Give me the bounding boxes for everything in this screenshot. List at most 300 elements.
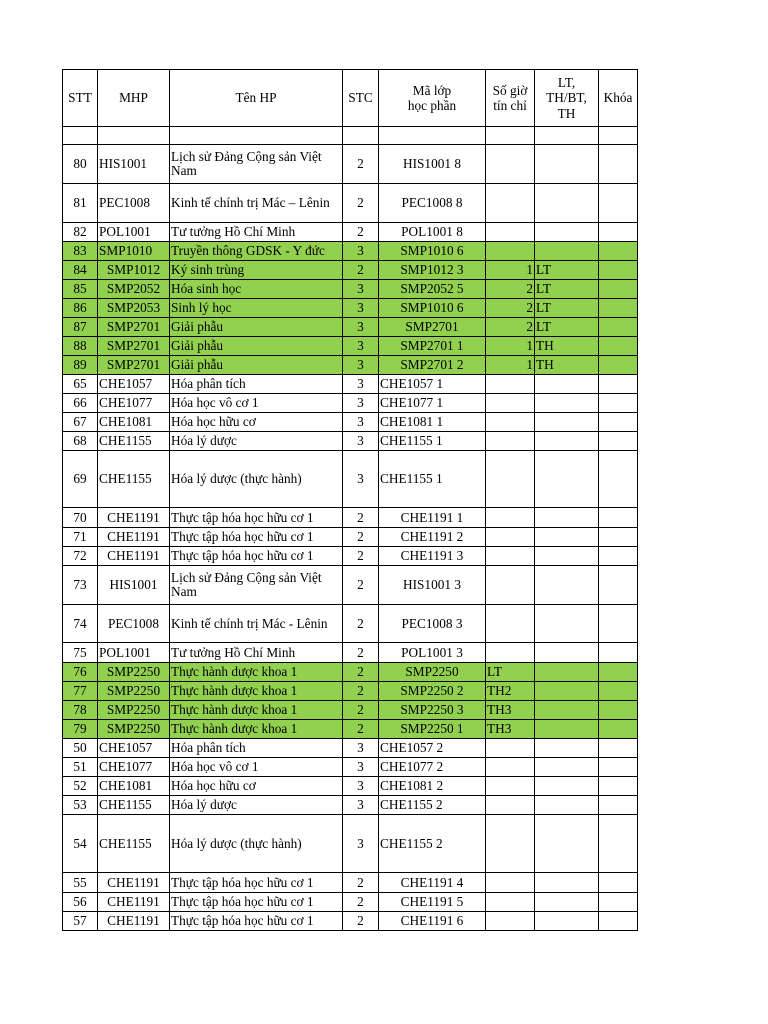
cell-stc: 2 (343, 566, 379, 605)
cell-stc: 3 (343, 394, 379, 413)
cell-stc: 3 (343, 796, 379, 815)
cell-stt: 80 (63, 145, 98, 184)
cell-stt: 75 (63, 643, 98, 663)
cell-mhp: SMP2701 (98, 318, 170, 337)
header-khoa: Khóa (599, 70, 638, 127)
cell-ten-hp: Hóa lý dược (170, 796, 343, 815)
table-row (63, 413, 638, 432)
cell-ma-lop: CHE1077 2 (379, 758, 486, 777)
cell-ma-lop: HIS1001 8 (379, 145, 486, 184)
cell-lt-th (535, 184, 599, 223)
cell-lt-th (535, 796, 599, 815)
cell-lt-th (535, 682, 599, 701)
table-row (63, 223, 638, 242)
cell-mhp: CHE1155 (98, 815, 170, 873)
cell-khoa (599, 242, 638, 261)
cell-ma-lop: CHE1155 1 (379, 451, 486, 508)
cell-so-gio: TH3 (486, 701, 535, 720)
cell-lt-th (535, 413, 599, 432)
cell-stc: 3 (343, 777, 379, 796)
cell-ten-hp: Hóa học vô cơ 1 (170, 758, 343, 777)
cell-stc: 2 (343, 643, 379, 663)
table-row (63, 145, 638, 184)
cell-khoa (599, 796, 638, 815)
cell-so-gio (486, 566, 535, 605)
cell-khoa (599, 127, 638, 145)
table-row (63, 682, 638, 701)
cell-stt: 70 (63, 508, 98, 528)
cell-ma-lop: POL1001 3 (379, 643, 486, 663)
cell-so-gio: TH3 (486, 720, 535, 739)
cell-so-gio (486, 413, 535, 432)
cell-ma-lop: CHE1191 3 (379, 547, 486, 566)
table-row (63, 893, 638, 912)
table-row (63, 796, 638, 815)
cell-khoa (599, 605, 638, 643)
cell-lt-th (535, 815, 599, 873)
cell-stc: 3 (343, 242, 379, 261)
cell-mhp: HIS1001 (98, 145, 170, 184)
cell-stt: 73 (63, 566, 98, 605)
cell-mhp: CHE1057 (98, 375, 170, 394)
cell-ten-hp: Ký sinh trùng (170, 261, 343, 280)
cell-ten-hp: Thực tập hóa học hữu cơ 1 (170, 508, 343, 528)
cell-so-gio (486, 528, 535, 547)
cell-so-gio (486, 127, 535, 145)
cell-so-gio (486, 605, 535, 643)
cell-stc: 3 (343, 280, 379, 299)
table-row (63, 912, 638, 931)
cell-ma-lop: CHE1077 1 (379, 394, 486, 413)
cell-ma-lop: CHE1191 5 (379, 893, 486, 912)
cell-stt: 71 (63, 528, 98, 547)
table-row (63, 280, 638, 299)
cell-ten-hp: Sinh lý học (170, 299, 343, 318)
table-row (63, 547, 638, 566)
cell-ten-hp: Hóa lý dược (thực hành) (170, 451, 343, 508)
table-row (63, 299, 638, 318)
table-row (63, 451, 638, 508)
header-stc: STC (343, 70, 379, 127)
cell-ten-hp: Hóa lý dược (170, 432, 343, 451)
cell-so-gio (486, 242, 535, 261)
cell-lt-th (535, 739, 599, 758)
cell-khoa (599, 451, 638, 508)
cell-so-gio (486, 912, 535, 931)
cell-ten-hp: Hóa lý dược (thực hành) (170, 815, 343, 873)
table-row (63, 758, 638, 777)
cell-so-gio: 2 (486, 318, 535, 337)
cell-lt-th: TH (535, 356, 599, 375)
cell-stc: 3 (343, 413, 379, 432)
cell-ten-hp: Giải phẫu (170, 356, 343, 375)
table-row (63, 242, 638, 261)
cell-khoa (599, 912, 638, 931)
cell-khoa (599, 758, 638, 777)
cell-khoa (599, 432, 638, 451)
cell-lt-th (535, 223, 599, 242)
cell-lt-th (535, 451, 599, 508)
cell-ma-lop: CHE1191 1 (379, 508, 486, 528)
cell-lt-th (535, 758, 599, 777)
cell-mhp: CHE1057 (98, 739, 170, 758)
cell-stc: 2 (343, 223, 379, 242)
cell-ten-hp: Thực tập hóa học hữu cơ 1 (170, 547, 343, 566)
cell-stc: 2 (343, 261, 379, 280)
cell-ten-hp: Lịch sử Đảng Cộng sản Việt Nam (170, 145, 343, 184)
cell-stt (63, 127, 98, 145)
cell-lt-th (535, 912, 599, 931)
cell-stc: 3 (343, 337, 379, 356)
cell-khoa (599, 873, 638, 893)
cell-so-gio (486, 394, 535, 413)
cell-stc: 2 (343, 893, 379, 912)
cell-so-gio: LT (486, 663, 535, 682)
cell-stc: 3 (343, 356, 379, 375)
cell-so-gio (486, 777, 535, 796)
table-body (63, 127, 638, 931)
cell-ma-lop (379, 127, 486, 145)
cell-stc: 3 (343, 451, 379, 508)
cell-so-gio (486, 739, 535, 758)
cell-ten-hp: Thực tập hóa học hữu cơ 1 (170, 873, 343, 893)
cell-khoa (599, 375, 638, 394)
table-row (63, 356, 638, 375)
cell-ma-lop: PEC1008 3 (379, 605, 486, 643)
table-row (63, 663, 638, 682)
cell-ten-hp: Lịch sử Đảng Cộng sản Việt Nam (170, 566, 343, 605)
cell-lt-th (535, 547, 599, 566)
cell-stt: 82 (63, 223, 98, 242)
cell-khoa (599, 893, 638, 912)
cell-lt-th (535, 663, 599, 682)
cell-ten-hp: Hóa phân tích (170, 739, 343, 758)
cell-so-gio: 1 (486, 356, 535, 375)
cell-ma-lop: CHE1081 2 (379, 777, 486, 796)
cell-ma-lop: CHE1057 1 (379, 375, 486, 394)
cell-lt-th (535, 701, 599, 720)
cell-mhp: CHE1077 (98, 758, 170, 777)
cell-lt-th: LT (535, 299, 599, 318)
cell-mhp: CHE1191 (98, 912, 170, 931)
cell-ma-lop: HIS1001 3 (379, 566, 486, 605)
cell-mhp: CHE1081 (98, 777, 170, 796)
cell-mhp: SMP2053 (98, 299, 170, 318)
cell-khoa (599, 413, 638, 432)
cell-lt-th: LT (535, 318, 599, 337)
cell-khoa (599, 261, 638, 280)
cell-lt-th (535, 777, 599, 796)
cell-khoa (599, 663, 638, 682)
cell-ten-hp: Thực tập hóa học hữu cơ 1 (170, 893, 343, 912)
cell-so-gio (486, 508, 535, 528)
cell-stc: 2 (343, 184, 379, 223)
cell-so-gio (486, 547, 535, 566)
cell-ten-hp: Hóa học hữu cơ (170, 777, 343, 796)
cell-stt: 81 (63, 184, 98, 223)
header-lt-th: LT, TH/BT, TH (535, 70, 599, 127)
cell-lt-th (535, 643, 599, 663)
cell-lt-th (535, 375, 599, 394)
cell-stc: 2 (343, 508, 379, 528)
cell-ten-hp: Thực tập hóa học hữu cơ 1 (170, 528, 343, 547)
table-row (63, 566, 638, 605)
cell-lt-th (535, 566, 599, 605)
cell-ma-lop: CHE1191 4 (379, 873, 486, 893)
cell-ten-hp: Hóa học vô cơ 1 (170, 394, 343, 413)
table-row (63, 127, 638, 145)
table-row (63, 432, 638, 451)
cell-stt: 50 (63, 739, 98, 758)
cell-so-gio: 1 (486, 261, 535, 280)
cell-khoa (599, 643, 638, 663)
cell-stt: 53 (63, 796, 98, 815)
table-row (63, 777, 638, 796)
cell-stc: 2 (343, 701, 379, 720)
cell-stc: 3 (343, 375, 379, 394)
cell-ma-lop: CHE1155 2 (379, 796, 486, 815)
cell-stc: 3 (343, 739, 379, 758)
table-row (63, 720, 638, 739)
cell-mhp: SMP1012 (98, 261, 170, 280)
cell-lt-th (535, 394, 599, 413)
cell-ma-lop: CHE1191 6 (379, 912, 486, 931)
cell-mhp: CHE1191 (98, 508, 170, 528)
table-row (63, 605, 638, 643)
cell-lt-th: LT (535, 280, 599, 299)
cell-stt: 87 (63, 318, 98, 337)
cell-ten-hp: Giải phẫu (170, 318, 343, 337)
cell-stt: 67 (63, 413, 98, 432)
table-row (63, 184, 638, 223)
cell-mhp: SMP2250 (98, 682, 170, 701)
cell-lt-th (535, 605, 599, 643)
table-row (63, 508, 638, 528)
cell-stt: 77 (63, 682, 98, 701)
cell-stt: 52 (63, 777, 98, 796)
cell-stt: 72 (63, 547, 98, 566)
cell-mhp: CHE1155 (98, 451, 170, 508)
cell-stc: 3 (343, 432, 379, 451)
cell-khoa (599, 184, 638, 223)
cell-lt-th (535, 508, 599, 528)
cell-khoa (599, 337, 638, 356)
cell-stc: 3 (343, 758, 379, 777)
cell-stc: 2 (343, 663, 379, 682)
cell-khoa (599, 394, 638, 413)
cell-ma-lop: SMP2250 3 (379, 701, 486, 720)
cell-so-gio (486, 184, 535, 223)
cell-khoa (599, 720, 638, 739)
cell-so-gio (486, 758, 535, 777)
cell-stc: 3 (343, 299, 379, 318)
cell-ten-hp: Tư tưởng Hồ Chí Minh (170, 223, 343, 242)
header-row (63, 70, 638, 127)
cell-stt: 84 (63, 261, 98, 280)
cell-khoa (599, 701, 638, 720)
cell-khoa (599, 145, 638, 184)
cell-stc (343, 127, 379, 145)
cell-stt: 86 (63, 299, 98, 318)
header-stt: STT (63, 70, 98, 127)
cell-khoa (599, 508, 638, 528)
cell-stc: 2 (343, 145, 379, 184)
cell-mhp: PEC1008 (98, 605, 170, 643)
cell-mhp: SMP2250 (98, 720, 170, 739)
cell-lt-th (535, 127, 599, 145)
cell-khoa (599, 682, 638, 701)
cell-so-gio (486, 375, 535, 394)
cell-so-gio (486, 145, 535, 184)
cell-stt: 79 (63, 720, 98, 739)
cell-so-gio (486, 815, 535, 873)
cell-mhp: CHE1191 (98, 893, 170, 912)
cell-stc: 2 (343, 682, 379, 701)
cell-so-gio: 2 (486, 299, 535, 318)
cell-khoa (599, 777, 638, 796)
cell-ten-hp: Kinh tế chính trị Mác - Lênin (170, 605, 343, 643)
cell-mhp: CHE1155 (98, 432, 170, 451)
cell-ten-hp: Thực hành dược khoa 1 (170, 682, 343, 701)
cell-stt: 54 (63, 815, 98, 873)
cell-ma-lop: SMP1010 6 (379, 299, 486, 318)
cell-khoa (599, 566, 638, 605)
cell-stc: 2 (343, 720, 379, 739)
cell-mhp: POL1001 (98, 223, 170, 242)
cell-ma-lop: SMP2250 2 (379, 682, 486, 701)
cell-ma-lop: POL1001 8 (379, 223, 486, 242)
cell-lt-th (535, 893, 599, 912)
cell-stc: 2 (343, 605, 379, 643)
cell-so-gio (486, 796, 535, 815)
cell-stt: 57 (63, 912, 98, 931)
table-row (63, 394, 638, 413)
cell-mhp: CHE1155 (98, 796, 170, 815)
cell-ma-lop: CHE1155 1 (379, 432, 486, 451)
cell-khoa (599, 547, 638, 566)
cell-so-gio (486, 643, 535, 663)
cell-ten-hp (170, 127, 343, 145)
cell-stt: 65 (63, 375, 98, 394)
header-so-gio: Số giờ tín chỉ (486, 70, 535, 127)
cell-mhp: SMP2701 (98, 337, 170, 356)
cell-khoa (599, 356, 638, 375)
cell-lt-th (535, 145, 599, 184)
cell-so-gio (486, 451, 535, 508)
cell-ma-lop: SMP2701 1 (379, 337, 486, 356)
cell-ten-hp: Hóa sinh học (170, 280, 343, 299)
cell-lt-th (535, 242, 599, 261)
cell-lt-th: LT (535, 261, 599, 280)
cell-stc: 2 (343, 547, 379, 566)
cell-ma-lop: CHE1191 2 (379, 528, 486, 547)
cell-so-gio (486, 873, 535, 893)
table-row (63, 337, 638, 356)
cell-lt-th (535, 528, 599, 547)
cell-so-gio: TH2 (486, 682, 535, 701)
cell-lt-th (535, 873, 599, 893)
cell-ten-hp: Hóa học hữu cơ (170, 413, 343, 432)
cell-mhp: SMP1010 (98, 242, 170, 261)
cell-so-gio: 1 (486, 337, 535, 356)
cell-stt: 83 (63, 242, 98, 261)
table-row (63, 701, 638, 720)
cell-khoa (599, 739, 638, 758)
cell-so-gio (486, 223, 535, 242)
table-row (63, 873, 638, 893)
cell-mhp (98, 127, 170, 145)
cell-stt: 69 (63, 451, 98, 508)
cell-stt: 88 (63, 337, 98, 356)
cell-mhp: HIS1001 (98, 566, 170, 605)
cell-ten-hp: Thực hành dược khoa 1 (170, 663, 343, 682)
cell-stt: 56 (63, 893, 98, 912)
cell-ma-lop: SMP2701 2 (379, 356, 486, 375)
cell-ten-hp: Thực hành dược khoa 1 (170, 720, 343, 739)
cell-stt: 74 (63, 605, 98, 643)
cell-ten-hp: Hóa phân tích (170, 375, 343, 394)
cell-mhp: SMP2052 (98, 280, 170, 299)
cell-khoa (599, 318, 638, 337)
table-row (63, 318, 638, 337)
cell-khoa (599, 223, 638, 242)
cell-ma-lop: SMP2052 5 (379, 280, 486, 299)
cell-mhp: CHE1191 (98, 547, 170, 566)
table-row (63, 643, 638, 663)
cell-lt-th (535, 720, 599, 739)
header-ten-hp: Tên HP (170, 70, 343, 127)
cell-mhp: CHE1191 (98, 873, 170, 893)
cell-stt: 55 (63, 873, 98, 893)
header-mhp: MHP (98, 70, 170, 127)
cell-khoa (599, 528, 638, 547)
cell-stt: 85 (63, 280, 98, 299)
cell-ma-lop: CHE1155 2 (379, 815, 486, 873)
cell-stt: 66 (63, 394, 98, 413)
cell-stt: 51 (63, 758, 98, 777)
cell-mhp: CHE1081 (98, 413, 170, 432)
cell-ten-hp: Thực hành dược khoa 1 (170, 701, 343, 720)
cell-stt: 76 (63, 663, 98, 682)
cell-ma-lop: CHE1081 1 (379, 413, 486, 432)
cell-mhp: PEC1008 (98, 184, 170, 223)
cell-ma-lop: SMP2701 (379, 318, 486, 337)
cell-stc: 3 (343, 815, 379, 873)
header-ma-lop: Mã lớp học phần (379, 70, 486, 127)
table-row (63, 375, 638, 394)
cell-ma-lop: SMP2250 (379, 663, 486, 682)
cell-khoa (599, 815, 638, 873)
cell-stc: 3 (343, 318, 379, 337)
cell-ma-lop: SMP2250 1 (379, 720, 486, 739)
cell-so-gio: 2 (486, 280, 535, 299)
cell-mhp: CHE1077 (98, 394, 170, 413)
cell-stc: 2 (343, 912, 379, 931)
cell-mhp: SMP2250 (98, 701, 170, 720)
cell-mhp: SMP2250 (98, 663, 170, 682)
table-row (63, 261, 638, 280)
table-header (63, 70, 638, 127)
course-table (62, 69, 638, 931)
cell-stt: 68 (63, 432, 98, 451)
cell-ma-lop: SMP1010 6 (379, 242, 486, 261)
cell-ma-lop: SMP1012 3 (379, 261, 486, 280)
cell-lt-th: TH (535, 337, 599, 356)
cell-ten-hp: Giải phẫu (170, 337, 343, 356)
cell-so-gio (486, 893, 535, 912)
cell-stt: 89 (63, 356, 98, 375)
cell-so-gio (486, 432, 535, 451)
